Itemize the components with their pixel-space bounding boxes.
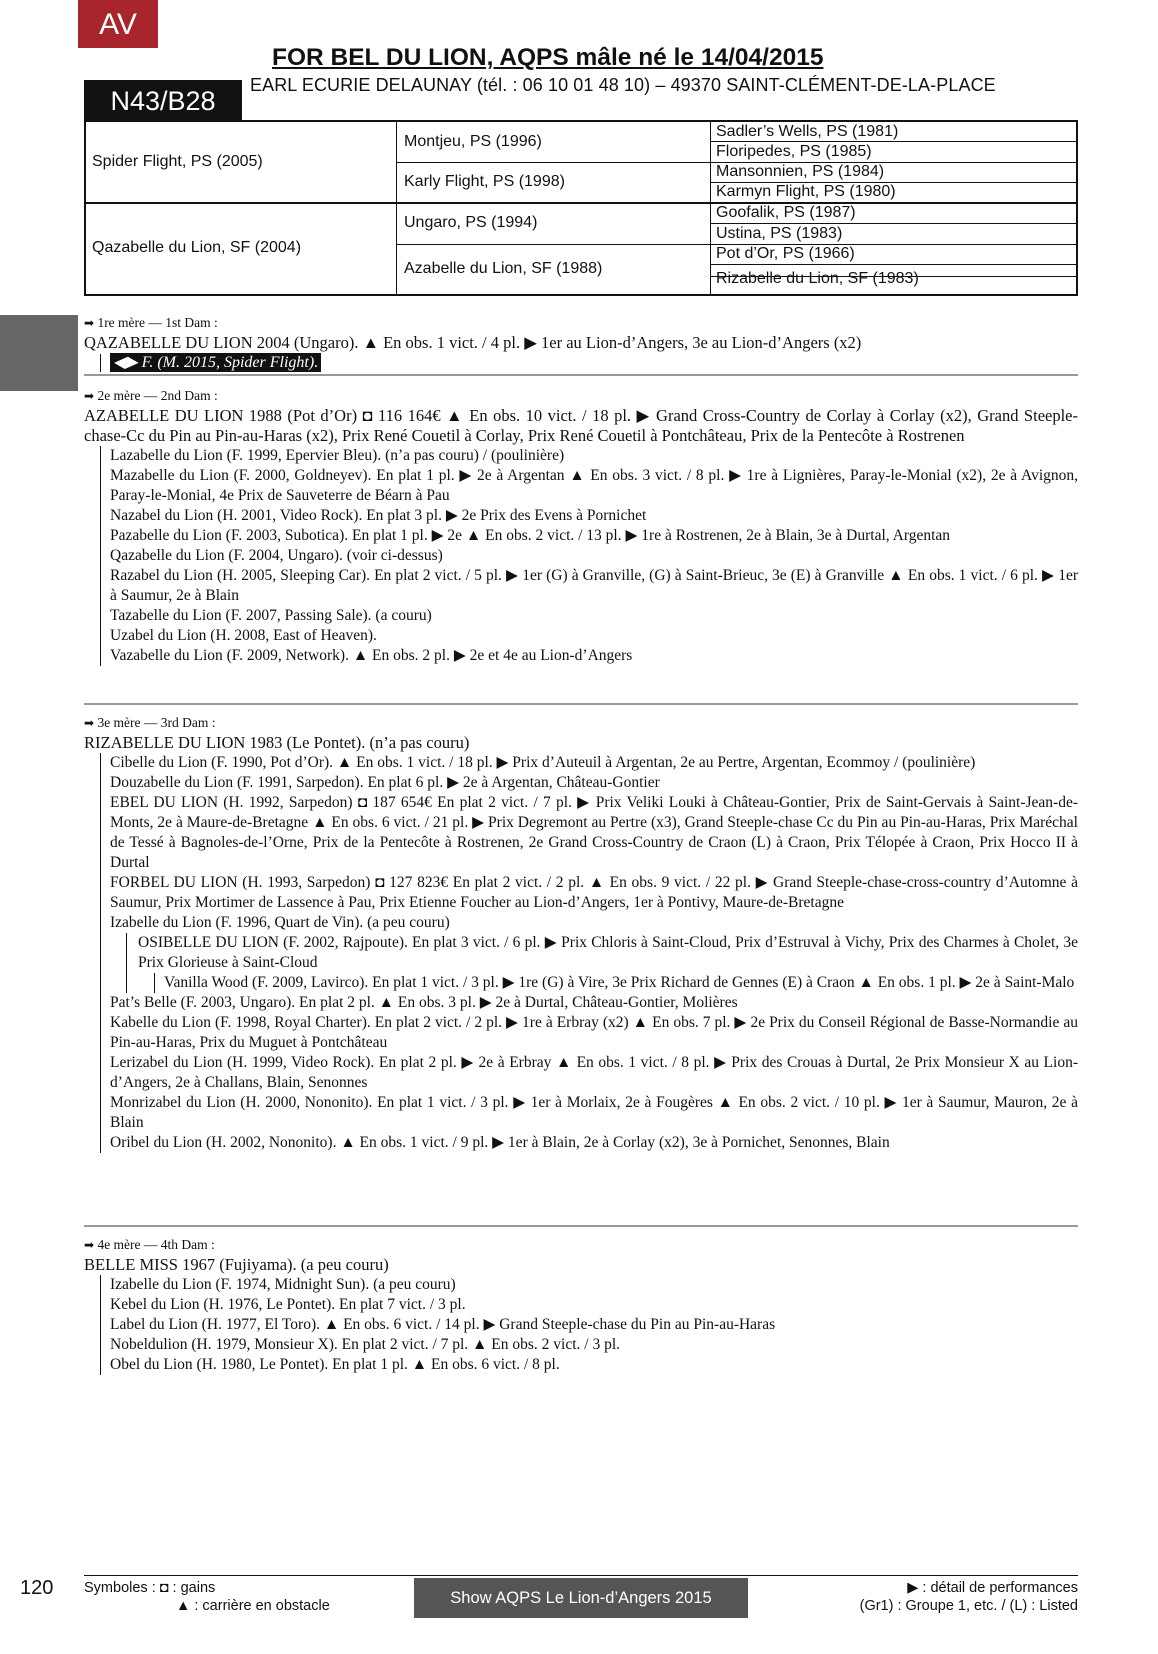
foal-arrows-icon: ◀▶ bbox=[113, 354, 142, 371]
dam3-main: RIZABELLE DU LION 1983 (Le Pontet). (n’a pas couru) bbox=[84, 733, 470, 752]
progeny-entry: Lerizabel du Lion (H. 1999, Video Rock). En plat 2 pl. ▶ 2e à Erbray ▲ En obs. 1 vict. / 8 pl. ▶ Prix des Crouas à Durtal, 2e Prix Monsieur X au Lion-d’Angers, 2e à Challans, Blain, Senonnes bbox=[110, 1054, 1078, 1091]
dam4-heading: ➡ 4e mère — 4th Dam : bbox=[84, 1237, 215, 1252]
pedigree-gen3: Pot d’Or, PS (1966) bbox=[716, 245, 855, 262]
legend-performance: ▶ : détail de performances bbox=[907, 1580, 1078, 1596]
owner-line: EARL ECURIE DELAUNAY (tél. : 06 10 01 48 10) – 49370 SAINT-CLÉMENT-DE-LA-PLACE bbox=[250, 75, 996, 95]
pedigree-gen3: Sadler’s Wells, PS (1981) bbox=[716, 122, 899, 140]
progeny-entry: Vazabelle du Lion (F. 2009, Network). ▲ En obs. 2 pl. ▶ 2e et 4e au Lion-d’Angers bbox=[110, 647, 633, 664]
progeny-entry: EBEL DU LION (H. 1992, Sarpedon) ◘ 187 654€ En plat 2 vict. / 7 pl. ▶ Prix Veliki Louki à Château-Gontier, Prix de Saint-Gervais à Saint-Jean-de-Monts, 2e à Maure-de-Bretagne ▲ En obs. 6 vict. / 21 pl. ▶ Prix Degremont au Pertre (x3), Grand Steeple-chase Cc du Pin au Pin-au-Haras, Prix Maréchal de Tessé à Bagnoles-de-l’Orne, Prix de la Pentecôte à Rostrenen, 2e Grand Cross-Country de Craon (L) à Craon, Prix Télopée à Craon, Prix Hocco II à Durtal bbox=[110, 794, 1078, 871]
pedigree-gen3: Mansonnien, PS (1984) bbox=[716, 163, 885, 180]
section-tag: AV bbox=[78, 0, 158, 48]
pedigree-gen2: Karly Flight, PS (1998) bbox=[404, 173, 565, 190]
page-number: 120 bbox=[20, 1577, 54, 1599]
arrow-right-icon: ➡ bbox=[84, 389, 95, 403]
progeny-entry: FORBEL DU LION (H. 1993, Sarpedon) ◘ 127 823€ En plat 2 vict. / 2 pl. ▲ En obs. 9 vict. / 22 pl. ▶ Grand Steeple-chase-cross-country d’Automne à Saumur, Prix Mortimer de Lassence à Pau, Prix Etienne Foucher au Lion-d’Angers, 1er à Pontivy, Maure-de-Bretagne bbox=[110, 874, 1078, 911]
catalogue-code: N43/B28 bbox=[84, 80, 242, 120]
pedigree-table bbox=[84, 120, 1078, 296]
progeny-entry: OSIBELLE DU LION (F. 2002, Rajpoute). En plat 3 vict. / 6 pl. ▶ Prix Chloris à Saint-Cloud, Prix d’Estruval à Vichy, Prix des Charmes à Cholet, 3e Prix Glorieuse à Saint-Cloud bbox=[138, 934, 1078, 971]
pedigree-dam: Qazabelle du Lion, SF (2004) bbox=[92, 239, 302, 256]
dam2-section bbox=[84, 386, 1078, 666]
pedigree-sire: Spider Flight, PS (2005) bbox=[92, 153, 263, 170]
dam2-main: AZABELLE DU LION 1988 (Pot d’Or) ◘ 116 164€ ▲ En obs. 10 vict. / 18 pl. ▶ Grand Cross-Country de Corlay à Corlay (x2), Grand Steeple-chase-Cc du Pin au Pin-au-Haras (x2), Prix René Couetil à Corlay, Prix René Couetil à Pontchâteau, Prix de la Pentecôte à Rostrenen bbox=[84, 406, 1078, 445]
pedigree-gen3: Goofalik, PS (1987) bbox=[716, 203, 856, 221]
arrow-right-icon: ➡ bbox=[84, 716, 95, 730]
side-tab bbox=[0, 315, 78, 391]
progeny-entry: Cibelle du Lion (F. 1990, Pot d’Or). ▲ En obs. 1 vict. / 18 pl. ▶ Prix d’Auteuil à Argentan, 2e au Pertre, Argentan, Ecommoy / (poulinière) bbox=[110, 754, 976, 771]
progeny-entry: Nobeldulion (H. 1979, Monsieur X). En plat 2 vict. / 7 pl. ▲ En obs. 2 vict. / 3 pl. bbox=[110, 1336, 621, 1353]
progeny-entry: Qazabelle du Lion (F. 2004, Ungaro). (voir ci-dessus) bbox=[110, 547, 443, 564]
progeny-entry: Lazabelle du Lion (F. 1999, Epervier Bleu). (n’a pas couru) / (poulinière) bbox=[110, 447, 565, 464]
progeny-entry: Mazabelle du Lion (F. 2000, Goldneyev). En plat 1 pl. ▶ 2e à Argentan ▲ En obs. 3 vict. / 8 pl. ▶ 1re à Lignières, Paray-le-Monial (x2), 2e à Avignon, Paray-le-Monial, 4e Prix de Sauveterre de Béarn à Pau bbox=[110, 467, 1078, 504]
dam4-section bbox=[84, 1235, 1078, 1375]
progeny-entry: Uzabel du Lion (H. 2008, East of Heaven). bbox=[110, 627, 377, 644]
foal-highlight: ◀▶ F. (M. 2015, Spider Flight). bbox=[110, 353, 321, 372]
progeny-entry: Razabel du Lion (H. 2005, Sleeping Car). En plat 2 vict. / 5 pl. ▶ 1er (G) à Granville, (G) à Saint-Brieuc, 3e (E) à Granville ▲ En obs. 1 vict. / 6 pl. ▶ 1er à Saumur, 2e à Blain bbox=[110, 567, 1078, 604]
arrow-right-icon: ➡ bbox=[84, 316, 95, 330]
dam3-section bbox=[84, 713, 1078, 1153]
pedigree-gen3: Floripedes, PS (1985) bbox=[716, 142, 872, 160]
progeny-entry: Kebel du Lion (H. 1976, Le Pontet). En plat 7 vict. / 3 pl. bbox=[110, 1296, 466, 1313]
progeny-entry: Nazabel du Lion (H. 2001, Video Rock). En plat 3 pl. ▶ 2e Prix des Evens à Pornichet bbox=[110, 507, 647, 524]
dam1-heading: ➡ 1re mère — 1st Dam : bbox=[84, 315, 218, 330]
pedigree-gen2: Azabelle du Lion, SF (1988) bbox=[404, 260, 603, 277]
legend-groups: (Gr1) : Groupe 1, etc. / (L) : Listed bbox=[859, 1598, 1078, 1614]
progeny-entry: Douzabelle du Lion (F. 1991, Sarpedon). En plat 6 pl. ▶ 2e à Argentan, Château-Gontier bbox=[110, 774, 660, 791]
pedigree-gen2: Ungaro, PS (1994) bbox=[404, 214, 538, 231]
progeny-entry: Pat’s Belle (F. 2003, Ungaro). En plat 2 pl. ▲ En obs. 3 pl. ▶ 2e à Durtal, Château-Gontier, Molières bbox=[110, 994, 738, 1011]
pedigree-gen3: Rizabelle du Lion, SF (1983) bbox=[716, 270, 919, 287]
pedigree-gen3: Karmyn Flight, PS (1980) bbox=[716, 183, 896, 200]
symbols-legend: Symboles : ◘ : gains bbox=[84, 1580, 216, 1596]
arrow-right-icon: ➡ bbox=[84, 1238, 95, 1252]
pedigree-gen3: Ustina, PS (1983) bbox=[716, 224, 843, 242]
dam3-heading: ➡ 3e mère — 3rd Dam : bbox=[84, 715, 216, 730]
page-title: FOR BEL DU LION, AQPS mâle né le 14/04/2015 bbox=[272, 44, 824, 71]
progeny-entry: Tazabelle du Lion (F. 2007, Passing Sale). (a couru) bbox=[110, 607, 432, 624]
progeny-entry: Kabelle du Lion (F. 1998, Royal Charter). En plat 2 vict. / 2 pl. ▶ 1re à Erbray (x2) ▲ En obs. 7 pl. ▶ 2e Prix du Conseil Régional de Basse-Normandie au Pin-au-Haras, Prix du Muguet à Pontchâteau bbox=[110, 1014, 1078, 1051]
progeny-entry: Vanilla Wood (F. 2009, Lavirco). En plat 1 vict. / 3 pl. ▶ 1re (G) à Vire, 3e Prix Richard de Gennes (E) à Craon ▲ En obs. 1 pl. ▶ 2e à Saint-Malo bbox=[164, 974, 1075, 991]
progeny-entry: Izabelle du Lion (F. 1996, Quart de Vin). (a peu couru) bbox=[110, 914, 450, 931]
progeny-entry: Label du Lion (H. 1977, El Toro). ▲ En obs. 6 vict. / 14 pl. ▶ Grand Steeple-chase du Pin au Pin-au-Haras bbox=[110, 1316, 776, 1333]
symbols-legend-obstacle: ▲ : carrière en obstacle bbox=[176, 1598, 330, 1614]
dam4-main: BELLE MISS 1967 (Fujiyama). (a peu couru) bbox=[84, 1255, 389, 1274]
progeny-entry: Pazabelle du Lion (F. 2003, Subotica). En plat 1 pl. ▶ 2e ▲ En obs. 2 vict. / 13 pl. ▶ 1re à Rostrenen, 2e à Blain, 3e à Durtal, Argentan bbox=[110, 527, 951, 544]
progeny-entry: Monrizabel du Lion (H. 2000, Nononito). En plat 1 vict. / 3 pl. ▶ 1er à Morlaix, 2e à Fougères ▲ En obs. 2 vict. / 10 pl. ▶ 1er à Saumur, Mauron, 2e à Blain bbox=[110, 1094, 1078, 1131]
progeny-entry: Oribel du Lion (H. 2002, Nononito). ▲ En obs. 1 vict. / 9 pl. ▶ 1er à Blain, 2e à Corlay (x2), 3e à Pornichet, Senonnes, Blain bbox=[110, 1134, 890, 1151]
dam2-heading: ➡ 2e mère — 2nd Dam : bbox=[84, 388, 218, 403]
pedigree-gen2: Montjeu, PS (1996) bbox=[404, 133, 542, 150]
progeny-entry: Izabelle du Lion (F. 1974, Midnight Sun). (a peu couru) bbox=[110, 1276, 456, 1293]
dam1-line: QAZABELLE DU LION 2004 (Ungaro). ▲ En obs. 1 vict. / 4 pl. ▶ 1er au Lion-d’Angers, 3e au Lion-d’Angers (x2) bbox=[84, 333, 862, 352]
show-banner: Show AQPS Le Lion-d’Angers 2015 bbox=[414, 1578, 748, 1618]
dam1-section bbox=[84, 313, 1078, 373]
progeny-entry: Obel du Lion (H. 1980, Le Pontet). En plat 1 pl. ▲ En obs. 6 vict. / 8 pl. bbox=[110, 1356, 560, 1373]
